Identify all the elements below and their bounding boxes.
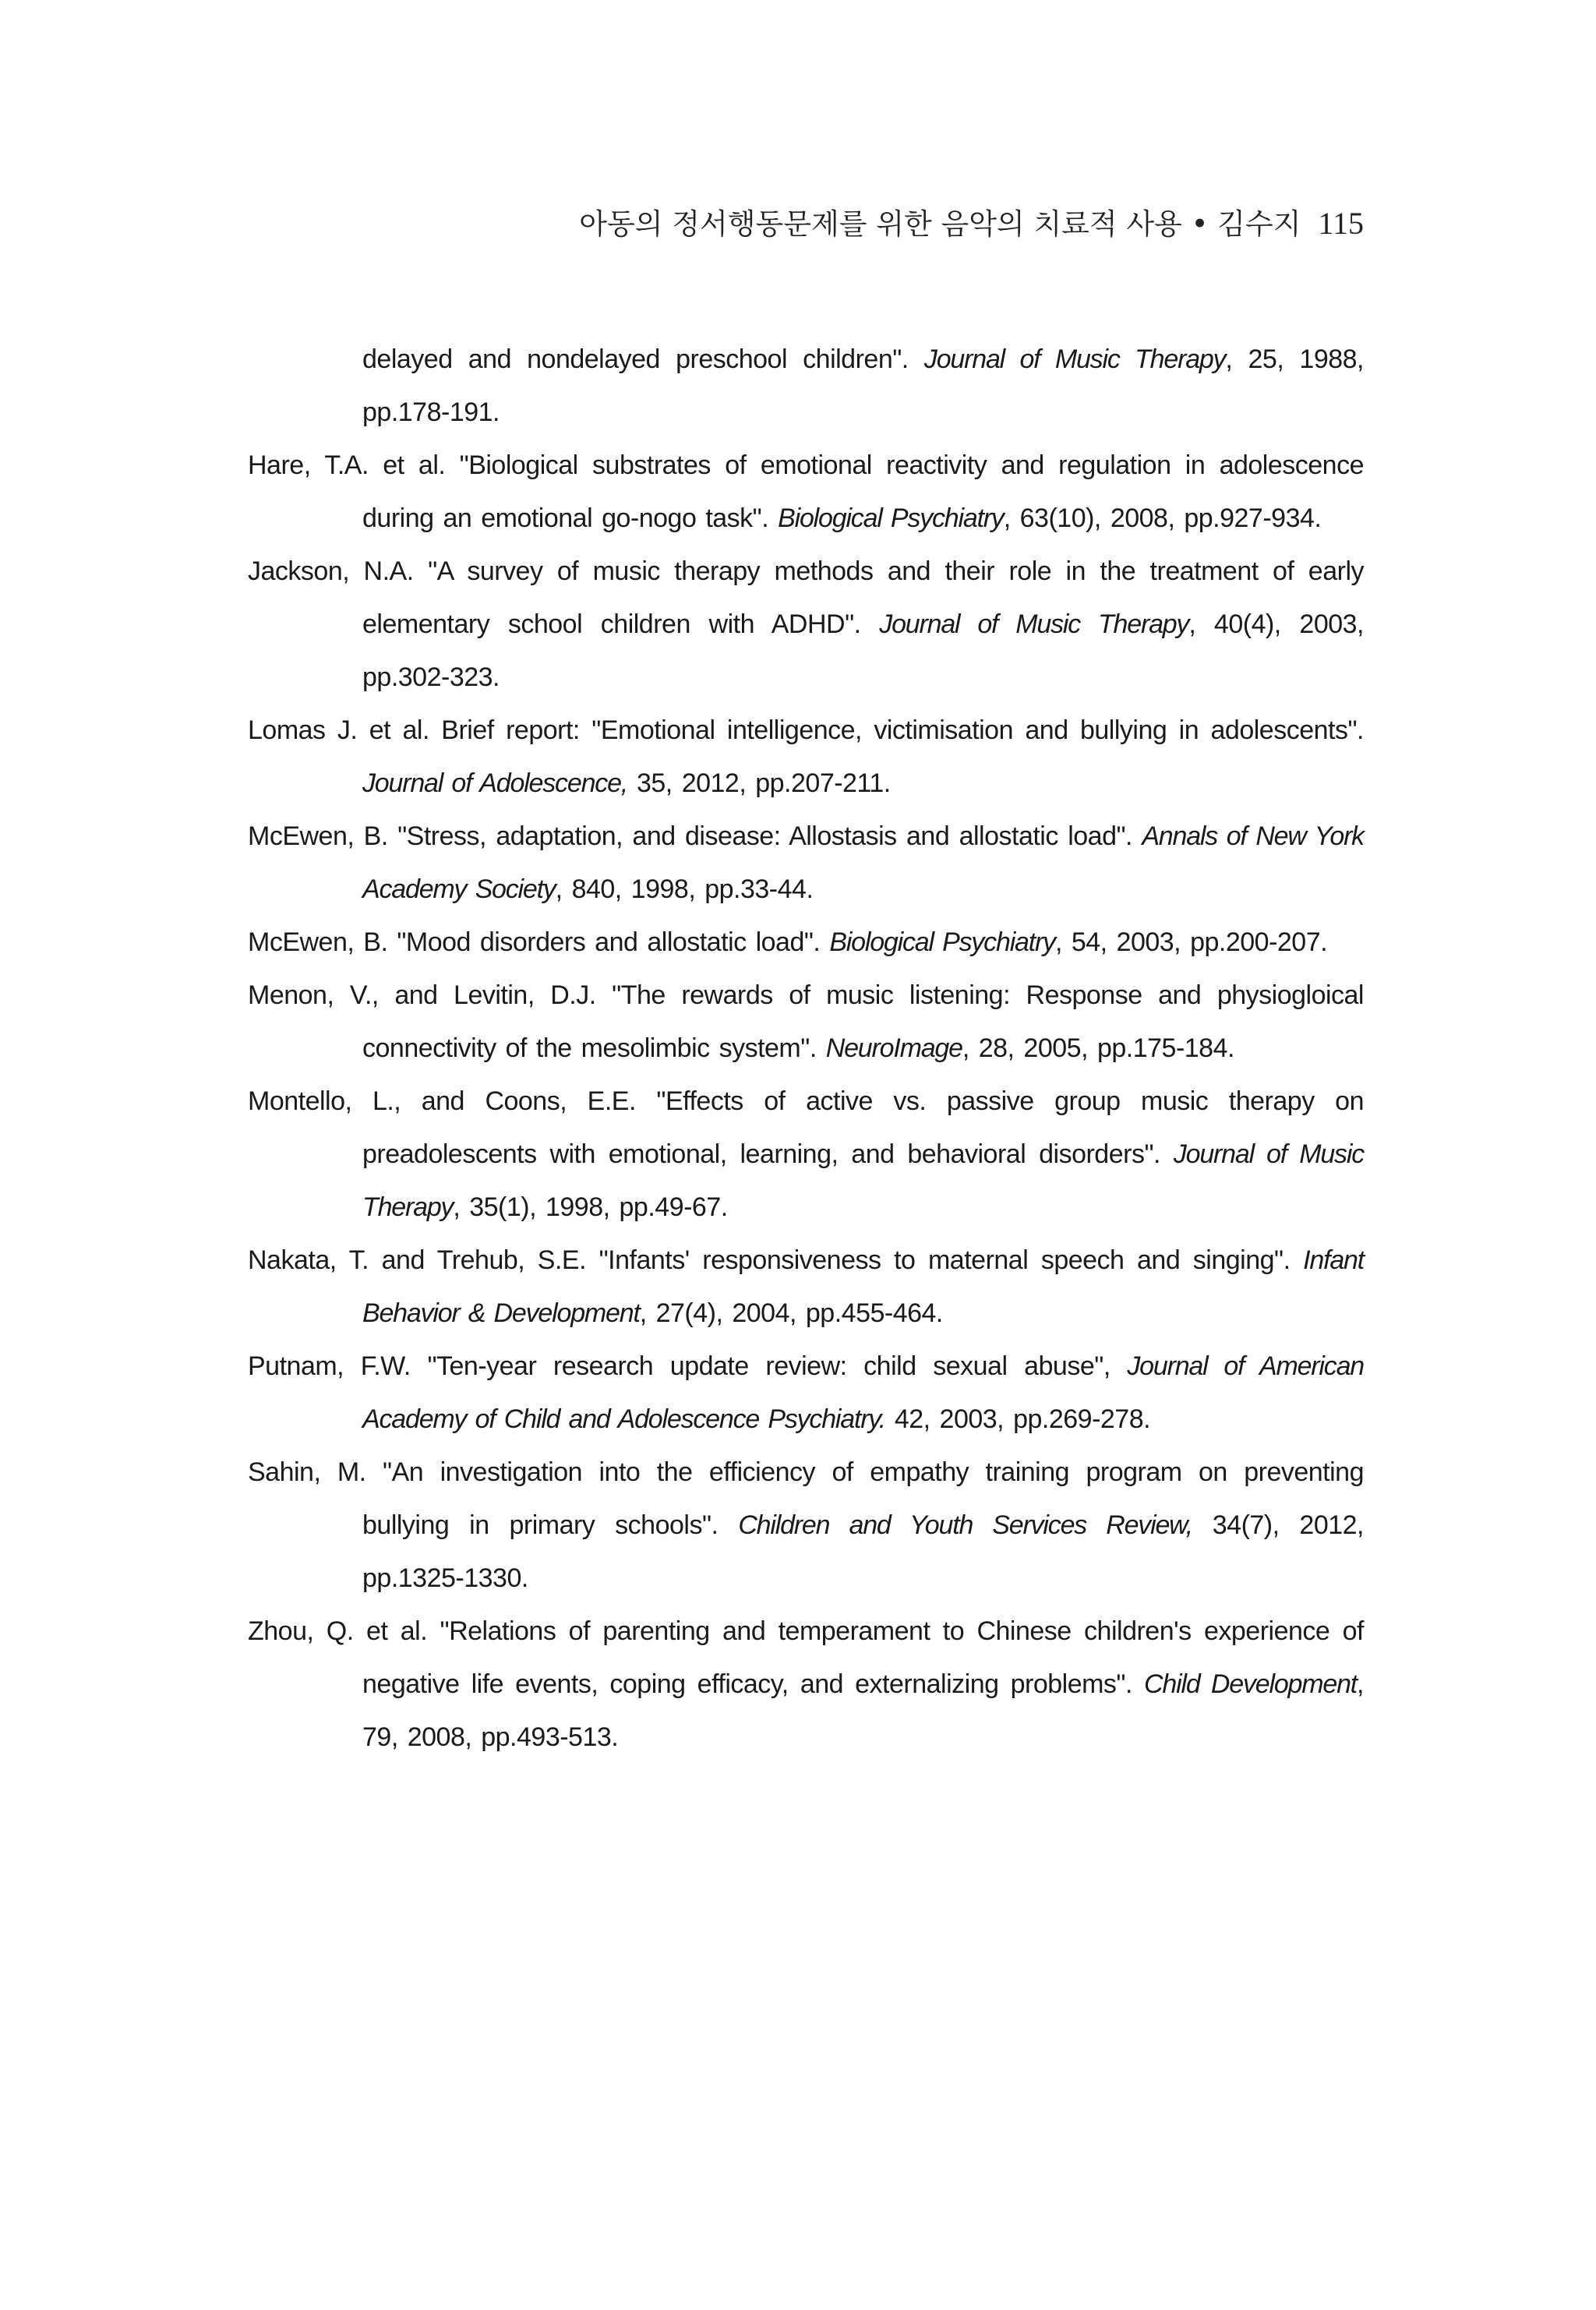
- reference-details: , 28, 2005, pp.175-184.: [962, 1033, 1234, 1063]
- reference-text: Montello, L., and Coons, E.E. "Effects of active vs. passive group music therapy on preadolescents with emotional, learning, and behavioral disorders".: [248, 1086, 1364, 1169]
- reference-venue: Journal of Adolescence,: [362, 768, 628, 798]
- reference-text: Zhou, Q. et al. "Relations of parenting and temperament to Chinese children's experience of negative life events, coping efficacy, and externalizing problems".: [248, 1616, 1364, 1699]
- reference-venue: Infant Behavior & Development: [362, 1245, 1364, 1328]
- reference-entry: [248, 704, 1364, 810]
- reference-venue: Journal of Music Therapy: [923, 344, 1226, 374]
- reference-details: 42, 2003, pp.269-278.: [885, 1404, 1151, 1434]
- reference-entry: [248, 1075, 1364, 1234]
- reference-venue: NeuroImage: [825, 1033, 962, 1063]
- reference-details: , 63(10), 2008, pp.927-934.: [1003, 503, 1322, 533]
- reference-details: , 40(4), 2003, pp.302-323.: [362, 609, 1364, 692]
- reference-details: 35, 2012, pp.207-211.: [627, 768, 891, 798]
- reference-entry: [248, 545, 1364, 704]
- reference-venue: Child Development: [1144, 1669, 1358, 1699]
- reference-text: McEwen, B. "Mood disorders and allostatic load".: [248, 927, 830, 957]
- reference-details: , 27(4), 2004, pp.455-464.: [639, 1298, 943, 1328]
- reference-text: Menon, V., and Levitin, D.J. "The rewards of music listening: Response and physiogloical connectivity of the mesolimbic system".: [248, 980, 1364, 1063]
- reference-text: Sahin, M. "An investigation into the efficiency of empathy training program on preventing bullying in primary schools".: [248, 1457, 1364, 1540]
- page-number: 115: [1318, 206, 1364, 241]
- reference-list: [248, 333, 1364, 1764]
- reference-venue: Journal of American Academy of Child and Adolescence Psychiatry.: [362, 1351, 1364, 1434]
- reference-venue: Journal of Music Therapy: [879, 609, 1189, 639]
- reference-entry: [248, 1234, 1364, 1340]
- reference-entry: [248, 333, 1364, 439]
- running-header: [579, 204, 1364, 244]
- reference-details: , 25, 1988, pp.178-191.: [362, 344, 1365, 427]
- reference-details: , 35(1), 1998, pp.49-67.: [453, 1192, 728, 1222]
- reference-venue: Biological Psychiatry: [778, 503, 1004, 533]
- reference-text: delayed and nondelayed preschool children".: [362, 344, 924, 374]
- reference-entry: [248, 969, 1364, 1075]
- reference-details: 34(7), 2012, pp.1325-1330.: [362, 1510, 1365, 1593]
- reference-details: , 840, 1998, pp.33-44.: [555, 874, 814, 904]
- reference-details: , 79, 2008, pp.493-513.: [362, 1669, 1364, 1752]
- reference-entry: [248, 1340, 1364, 1446]
- reference-entry: [248, 810, 1364, 916]
- reference-entry: [248, 439, 1364, 545]
- reference-venue: Annals of New York Academy Society: [362, 821, 1364, 904]
- reference-venue: Journal of Music Therapy: [362, 1139, 1364, 1222]
- reference-details: , 54, 2003, pp.200-207.: [1054, 927, 1328, 957]
- running-header-title: 아동의 정서행동문제를 위한 음악의 치료적 사용 • 김수지: [579, 207, 1301, 241]
- reference-text: Hare, T.A. et al. "Biological substrates of emotional reactivity and regulation in adolescence during an emotional go-nogo task".: [248, 450, 1364, 533]
- reference-entry: [248, 1446, 1364, 1605]
- reference-entry: [248, 916, 1364, 969]
- reference-text: Putnam, F.W. "Ten-year research update review: child sexual abuse",: [248, 1351, 1128, 1381]
- reference-text: Nakata, T. and Trehub, S.E. "Infants' responsiveness to maternal speech and singing".: [248, 1245, 1304, 1275]
- reference-venue: Biological Psychiatry: [829, 927, 1055, 957]
- reference-text: Lomas J. et al. Brief report: "Emotional intelligence, victimisation and bullying in adolescents".: [248, 715, 1364, 745]
- reference-text: Jackson, N.A. "A survey of music therapy methods and their role in the treatment of early elementary school children with ADHD".: [248, 556, 1364, 639]
- reference-entry: [248, 1605, 1364, 1764]
- reference-text: McEwen, B. "Stress, adaptation, and disease: Allostasis and allostatic load".: [248, 821, 1142, 851]
- reference-venue: Children and Youth Services Review,: [738, 1510, 1192, 1540]
